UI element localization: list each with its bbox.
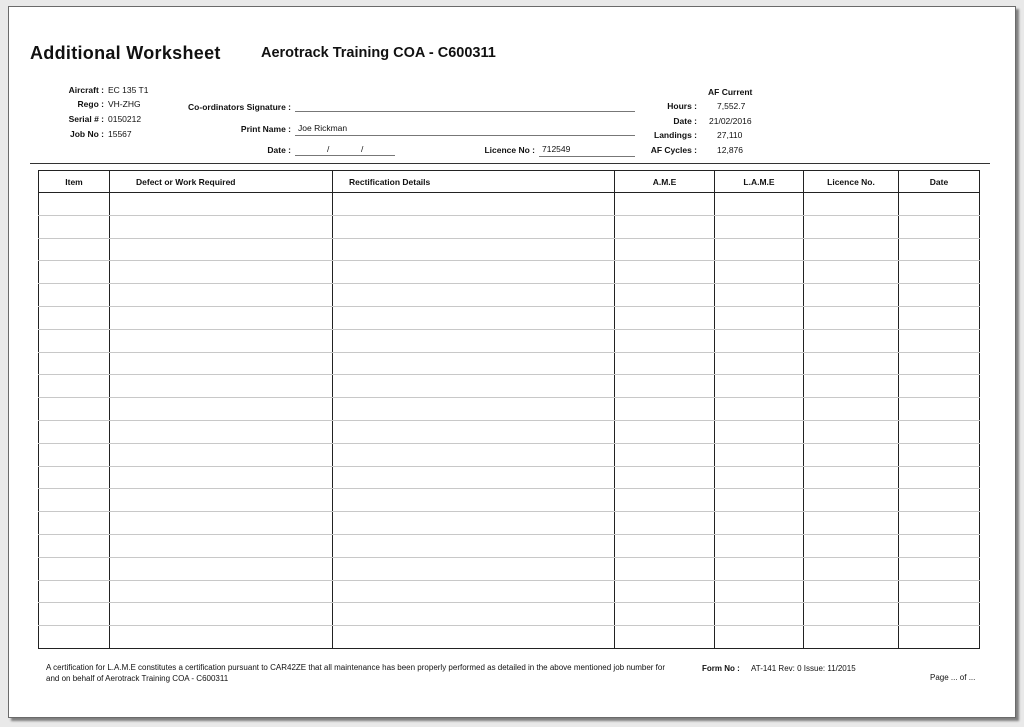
table-cell[interactable] [110,534,333,557]
table-cell[interactable] [110,557,333,580]
table-cell[interactable] [333,489,615,512]
table-row [39,512,980,535]
print-name-field[interactable] [295,135,635,136]
print-name-label: Print Name : [240,124,291,134]
licence-no-label: Licence No : [484,145,535,155]
table-cell[interactable] [715,626,804,649]
table-cell[interactable] [333,193,615,216]
table-cell[interactable] [39,215,110,238]
table-cell[interactable] [715,398,804,421]
table-cell[interactable] [39,284,110,307]
af-date-value: 21/02/2016 [709,116,752,126]
table-cell[interactable] [39,466,110,489]
table-cell[interactable] [333,626,615,649]
table-cell[interactable] [615,626,715,649]
table-cell[interactable] [110,261,333,284]
table-cell[interactable] [39,329,110,352]
table-row [39,375,980,398]
table-cell[interactable] [899,215,980,238]
date-label: Date : [267,145,291,155]
serial-label: Serial # : [68,114,104,124]
table-cell[interactable] [715,261,804,284]
table-cell[interactable] [715,215,804,238]
table-cell[interactable] [899,193,980,216]
table-cell[interactable] [715,466,804,489]
table-cell[interactable] [110,443,333,466]
col-header-date: Date [899,171,980,193]
table-cell[interactable] [804,443,899,466]
af-cycles-value: 12,876 [717,145,743,155]
table-row [39,193,980,216]
col-header-defect: Defect or Work Required [110,171,333,193]
table-cell[interactable] [615,466,715,489]
table-row [39,284,980,307]
table-cell[interactable] [804,420,899,443]
table-cell[interactable] [715,375,804,398]
table-cell[interactable] [804,557,899,580]
af-landings-label: Landings : [654,130,697,140]
table-row [39,443,980,466]
af-landings-value: 27,110 [717,130,743,140]
table-cell[interactable] [110,375,333,398]
worksheet-page [8,6,1016,718]
table-cell[interactable] [110,398,333,421]
table-cell[interactable] [39,489,110,512]
table-cell[interactable] [804,603,899,626]
certification-text: A certification for L.A.M.E constitutes a certification pursuant to CAR42ZE that all maintenance has been properly performed as detailed in the above mentioned job number for and on behalf of Aerotrack Training COA - C600311 [46,663,666,683]
table-cell[interactable] [804,238,899,261]
table-cell[interactable] [333,352,615,375]
table-cell[interactable] [110,512,333,535]
table-cell[interactable] [39,512,110,535]
table-cell[interactable] [333,534,615,557]
aircraft-value: EC 135 T1 [108,85,149,95]
table-cell[interactable] [715,557,804,580]
table-cell[interactable] [615,193,715,216]
table-cell[interactable] [333,420,615,443]
table-cell[interactable] [899,375,980,398]
table-cell[interactable] [110,603,333,626]
table-cell[interactable] [615,284,715,307]
table-cell[interactable] [615,352,715,375]
table-cell[interactable] [333,580,615,603]
serial-value: 0150212 [108,114,142,124]
table-cell[interactable] [110,329,333,352]
page-subtitle: Aerotrack Training COA - C600311 [261,45,496,61]
table-cell[interactable] [110,466,333,489]
table-cell[interactable] [110,193,333,216]
table-cell[interactable] [804,352,899,375]
table-cell[interactable] [615,398,715,421]
table-cell[interactable] [615,215,715,238]
table-cell[interactable] [899,603,980,626]
table-cell[interactable] [615,238,715,261]
table-cell[interactable] [715,193,804,216]
table-cell[interactable] [804,626,899,649]
print-name-value: Joe Rickman [298,123,348,133]
table-cell[interactable] [39,398,110,421]
table-cell[interactable] [110,306,333,329]
table-row [39,626,980,649]
table-row [39,306,980,329]
table-cell[interactable] [715,420,804,443]
table-cell[interactable] [110,489,333,512]
table-cell[interactable] [715,443,804,466]
table-cell[interactable] [715,534,804,557]
table-row [39,329,980,352]
af-current-heading: AF Current [708,87,753,97]
table-cell[interactable] [899,580,980,603]
table-cell[interactable] [804,261,899,284]
table-cell[interactable] [899,557,980,580]
af-hours-value: 7,552.7 [717,101,746,111]
table-cell[interactable] [715,512,804,535]
table-cell[interactable] [615,306,715,329]
table-row [39,466,980,489]
table-cell[interactable] [615,329,715,352]
table-cell[interactable] [39,261,110,284]
table-cell[interactable] [615,512,715,535]
table-cell[interactable] [804,466,899,489]
col-header-lame: L.A.M.E [715,171,804,193]
form-no-value: AT-141 Rev: 0 Issue: 11/2015 [751,664,856,673]
table-cell[interactable] [899,284,980,307]
table-cell[interactable] [39,580,110,603]
date-field[interactable] [295,155,395,156]
table-cell[interactable] [39,557,110,580]
table-cell[interactable] [615,603,715,626]
table-cell[interactable] [615,557,715,580]
table-row [39,215,980,238]
table-row [39,534,980,557]
table-cell[interactable] [615,420,715,443]
table-cell[interactable] [804,489,899,512]
header-divider [30,163,990,164]
table-cell[interactable] [715,238,804,261]
table-cell[interactable] [39,534,110,557]
table-cell[interactable] [333,603,615,626]
table-cell[interactable] [615,375,715,398]
table-cell[interactable] [899,329,980,352]
table-cell[interactable] [39,193,110,216]
signature-field[interactable] [295,111,635,112]
table-cell[interactable] [39,375,110,398]
table-cell[interactable] [715,329,804,352]
table-row [39,489,980,512]
table-cell[interactable] [333,238,615,261]
aircraft-label: Aircraft : [68,85,104,95]
table-row [39,580,980,603]
table-cell[interactable] [899,398,980,421]
table-cell[interactable] [333,398,615,421]
table-cell[interactable] [333,466,615,489]
table-cell[interactable] [333,557,615,580]
table-row [39,603,980,626]
table-cell[interactable] [615,261,715,284]
col-header-rectification: Rectification Details [333,171,615,193]
table-cell[interactable] [804,398,899,421]
table-cell[interactable] [899,352,980,375]
table-cell[interactable] [804,512,899,535]
table-cell[interactable] [110,626,333,649]
table-header-row [39,171,980,193]
table-cell[interactable] [715,603,804,626]
table-cell[interactable] [615,489,715,512]
af-cycles-label: AF Cycles : [650,145,697,155]
table-cell[interactable] [615,534,715,557]
table-cell[interactable] [899,534,980,557]
table-cell[interactable] [333,512,615,535]
date-separator-1: / [327,144,330,154]
table-cell[interactable] [715,352,804,375]
table-row [39,398,980,421]
date-separator-2: / [361,144,364,154]
af-date-label: Date : [673,116,697,126]
table-cell[interactable] [110,352,333,375]
page-number: Page ... of ... [930,673,976,682]
form-no-label: Form No : [702,664,740,673]
table-cell[interactable] [615,443,715,466]
rego-value: VH-ZHG [108,99,141,109]
licence-no-value: 712549 [542,144,571,154]
table-row [39,420,980,443]
table-cell[interactable] [333,261,615,284]
table-cell[interactable] [804,306,899,329]
job-no-label: Job No : [70,129,104,139]
table-cell[interactable] [804,193,899,216]
table-cell[interactable] [715,580,804,603]
table-cell[interactable] [39,626,110,649]
table-cell[interactable] [899,306,980,329]
table-cell[interactable] [333,306,615,329]
table-cell[interactable] [804,534,899,557]
signature-label: Co-ordinators Signature : [188,102,291,112]
table-row [39,557,980,580]
table-cell[interactable] [804,284,899,307]
col-header-item: Item [39,171,110,193]
table-cell[interactable] [899,443,980,466]
table-cell[interactable] [333,215,615,238]
col-header-ame: A.M.E [615,171,715,193]
licence-no-field[interactable] [539,156,635,157]
table-row [39,238,980,261]
table-cell[interactable] [899,489,980,512]
table-cell[interactable] [615,580,715,603]
table-row [39,261,980,284]
table-cell[interactable] [110,238,333,261]
table-row [39,352,980,375]
table-cell[interactable] [110,284,333,307]
table-cell[interactable] [899,420,980,443]
table-cell[interactable] [715,306,804,329]
table-cell[interactable] [39,420,110,443]
table-cell[interactable] [804,329,899,352]
table-cell[interactable] [39,306,110,329]
table-cell[interactable] [715,284,804,307]
table-cell[interactable] [804,215,899,238]
table-cell[interactable] [899,238,980,261]
page-title: Additional Worksheet [30,43,221,63]
table-cell[interactable] [899,466,980,489]
table-cell[interactable] [39,352,110,375]
table-cell[interactable] [899,626,980,649]
worksheet-table [38,170,980,649]
table-cell[interactable] [39,238,110,261]
af-hours-label: Hours : [667,101,697,111]
table-cell[interactable] [110,420,333,443]
job-no-value: 15567 [108,129,132,139]
table-cell[interactable] [39,443,110,466]
rego-label: Rego : [77,99,104,109]
col-header-licence: Licence No. [804,171,899,193]
table-cell[interactable] [110,215,333,238]
table-cell[interactable] [333,375,615,398]
table-cell[interactable] [39,603,110,626]
table-cell[interactable] [333,443,615,466]
table-cell[interactable] [899,261,980,284]
table-cell[interactable] [333,284,615,307]
table-cell[interactable] [333,329,615,352]
table-cell[interactable] [110,580,333,603]
table-cell[interactable] [804,580,899,603]
table-cell[interactable] [804,375,899,398]
table-cell[interactable] [715,489,804,512]
table-cell[interactable] [899,512,980,535]
